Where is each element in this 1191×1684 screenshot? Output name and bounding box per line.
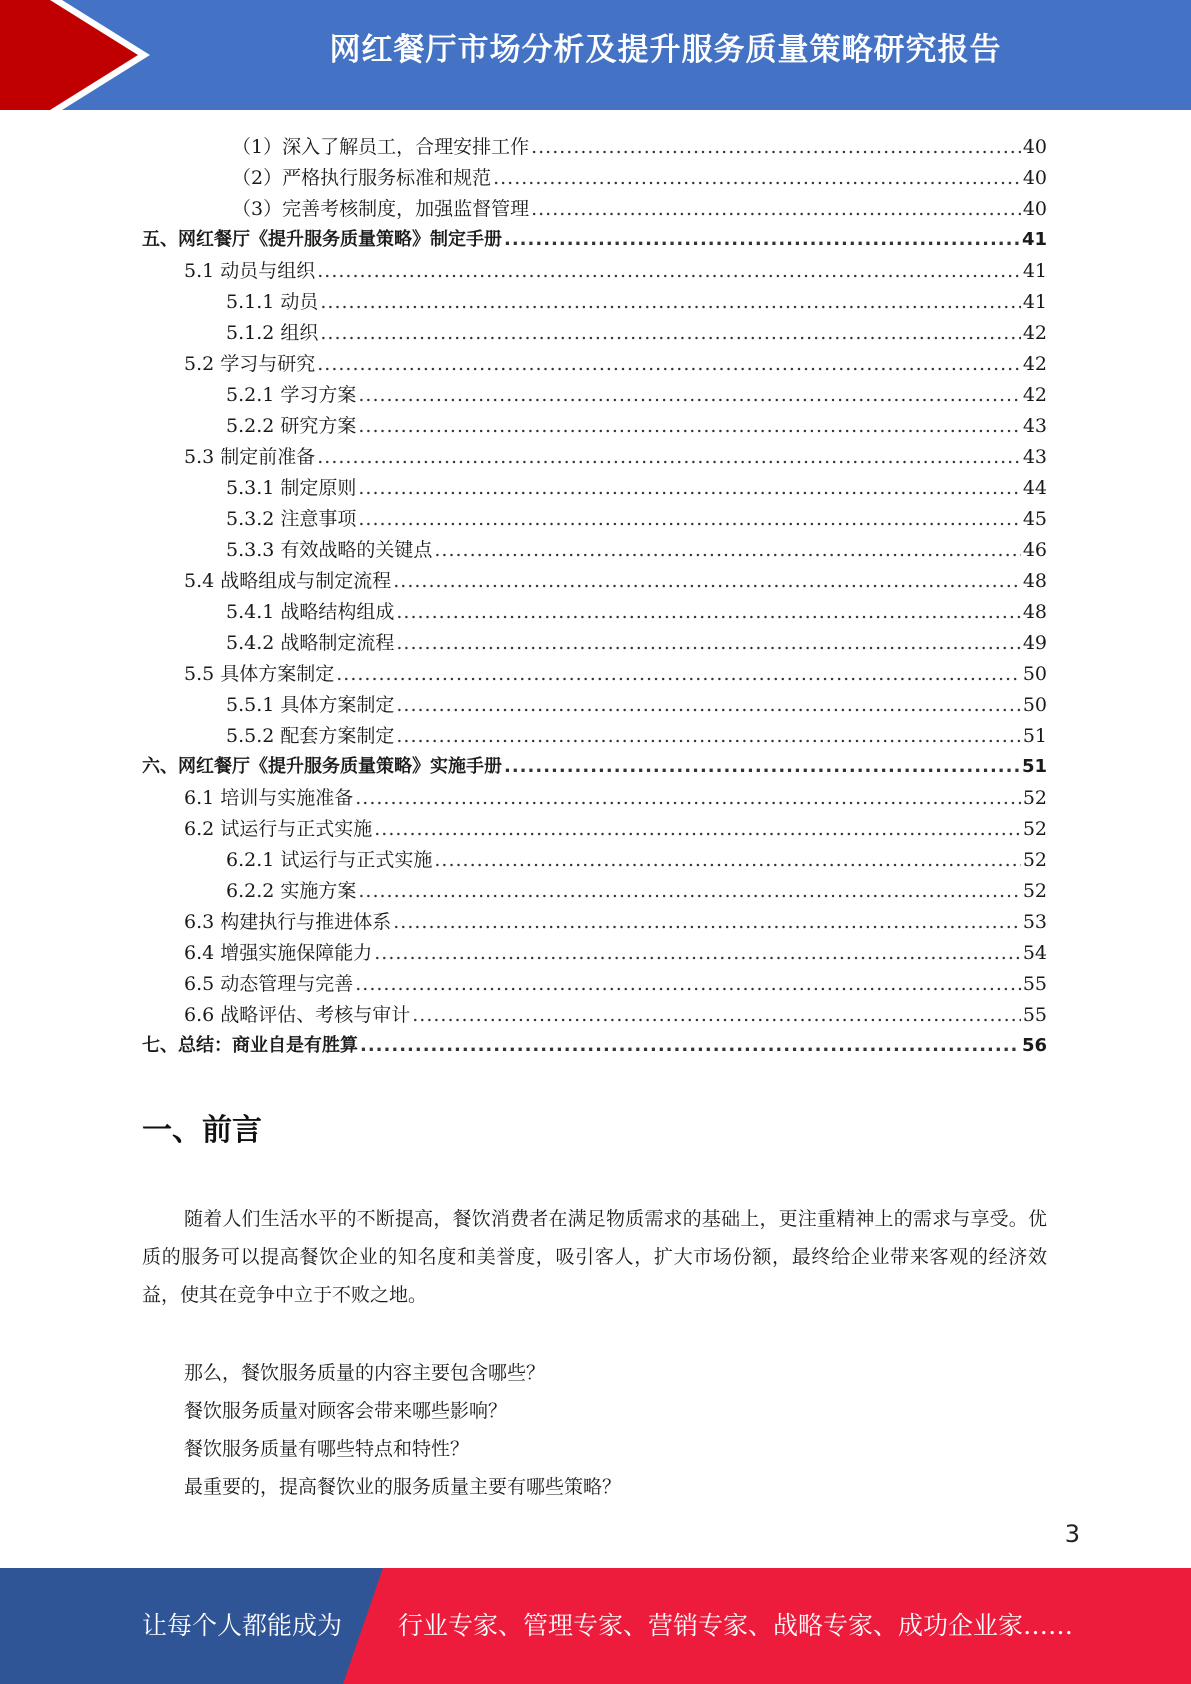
toc-entry-label: 5.5.1 具体方案制定: [226, 694, 395, 716]
section-title: 一、前言: [142, 1113, 262, 1148]
toc-entry-label: 5.4.1 战略结构组成: [226, 601, 395, 623]
toc-dot-leader: [504, 228, 1020, 252]
toc-entry[interactable]: [232, 190, 1047, 221]
toc-dot-leader: [355, 786, 1021, 810]
toc-entry-label: 5.2 学习与研究: [184, 353, 316, 375]
toc-dot-leader: [396, 693, 1020, 717]
toc-entry[interactable]: [226, 314, 1047, 345]
toc-entry[interactable]: [184, 996, 1047, 1027]
toc-entry[interactable]: [184, 562, 1047, 593]
toc-entry[interactable]: [232, 128, 1047, 159]
toc-entry-page: 50: [1022, 694, 1047, 716]
toc-dot-leader: [434, 848, 1020, 872]
toc-entry[interactable]: [226, 469, 1047, 500]
toc-entry-page: 41: [1022, 291, 1047, 313]
toc-dot-leader: [493, 166, 1021, 190]
toc-entry-label: 6.5 动态管理与完善: [184, 973, 354, 995]
toc-dot-leader: [320, 321, 1020, 345]
toc-entry[interactable]: [232, 159, 1047, 190]
toc-dot-leader: [358, 879, 1020, 903]
toc-entry-page: 55: [1022, 1004, 1047, 1026]
toc-dot-leader: [317, 259, 1021, 283]
toc-entry-label: 5.2.2 研究方案: [226, 415, 357, 437]
toc-entry-page: 52: [1022, 818, 1047, 840]
toc-entry[interactable]: [184, 903, 1047, 934]
toc-entry[interactable]: [184, 810, 1047, 841]
toc-dot-leader: [358, 383, 1020, 407]
toc-entry-page: 42: [1022, 353, 1047, 375]
toc-entry-label: 5.4.2 战略制定流程: [226, 632, 395, 654]
toc-entry-page: 48: [1022, 570, 1047, 592]
toc-dot-leader: [434, 538, 1020, 562]
toc-dot-leader: [360, 1034, 1020, 1058]
toc-entry[interactable]: [184, 252, 1047, 283]
toc-entry-page: 51: [1022, 725, 1047, 747]
toc-entry[interactable]: [184, 934, 1047, 965]
toc-entry-label: 5.3 制定前准备: [184, 446, 316, 468]
toc-dot-leader: [531, 197, 1021, 221]
toc-entry-label: 5.3.3 有效战略的关键点: [226, 539, 433, 561]
toc-dot-leader: [531, 135, 1021, 159]
toc-entry-page: 40: [1022, 136, 1047, 158]
toc-entry-page: 52: [1022, 880, 1047, 902]
toc-entry-page: 49: [1022, 632, 1047, 654]
toc-dot-leader: [358, 476, 1020, 500]
toc-entry-page: 51: [1021, 756, 1047, 777]
page-footer: [0, 1568, 1191, 1684]
toc-entry-label: 五、网红餐厅《提升服务质量策略》制定手册: [142, 229, 502, 250]
toc-entry-page: 45: [1022, 508, 1047, 530]
toc-entry-label: 5.1.1 动员: [226, 291, 319, 313]
toc-dot-leader: [393, 910, 1021, 934]
toc-entry[interactable]: [184, 438, 1047, 469]
question-item: 餐饮服务质量有哪些特点和特性？: [184, 1438, 470, 1460]
header-title: 网红餐厅市场分析及提升服务质量策略研究报告: [329, 32, 1002, 68]
toc-entry-label: 6.3 构建执行与推进体系: [184, 911, 392, 933]
toc-entry-page: 44: [1022, 477, 1047, 499]
toc-entry[interactable]: [226, 872, 1047, 903]
toc-entry-label: 5.1 动员与组织: [184, 260, 316, 282]
toc-entry[interactable]: [184, 965, 1047, 996]
footer-slogan-right: 行业专家、管理专家、营销专家、战略专家、成功企业家……: [398, 1611, 1074, 1640]
toc-entry-label: 6.2.1 试运行与正式实施: [226, 849, 433, 871]
toc-dot-leader: [355, 972, 1021, 996]
toc-dot-leader: [358, 507, 1020, 531]
toc-dot-leader: [412, 1003, 1021, 1027]
toc-entry-label: 七、总结：商业自是有胜算: [142, 1035, 358, 1056]
toc-entry[interactable]: [226, 686, 1047, 717]
toc-entry-label: 5.5.2 配套方案制定: [226, 725, 395, 747]
header-arrow-icon: [0, 0, 160, 110]
toc-entry[interactable]: [226, 624, 1047, 655]
toc-entry-label: 5.2.1 学习方案: [226, 384, 357, 406]
toc-entry-label: 6.1 培训与实施准备: [184, 787, 354, 809]
toc-entry-label: 5.5 具体方案制定: [184, 663, 335, 685]
toc-entry-page: 52: [1022, 787, 1047, 809]
page-number: 3: [1064, 1520, 1080, 1548]
toc-entry-label: 6.2.2 实施方案: [226, 880, 357, 902]
toc-entry-label: 5.3.2 注意事项: [226, 508, 357, 530]
question-item: 最重要的，提高餐饮业的服务质量主要有哪些策略？: [184, 1476, 622, 1498]
toc-dot-leader: [358, 414, 1020, 438]
toc-dot-leader: [374, 817, 1021, 841]
toc-entry[interactable]: [226, 593, 1047, 624]
toc-entry-label: （3）完善考核制度，加强监督管理: [232, 198, 530, 220]
toc-entry-page: 41: [1022, 260, 1047, 282]
toc-entry-label: 6.2 试运行与正式实施: [184, 818, 373, 840]
footer-slogan-left: 让每个人都能成为: [142, 1611, 343, 1640]
toc-entry-page: 56: [1021, 1035, 1047, 1056]
question-item: 那么，餐饮服务质量的内容主要包含哪些？: [184, 1362, 546, 1384]
toc-dot-leader: [317, 445, 1021, 469]
toc-entry-label: 5.1.2 组织: [226, 322, 319, 344]
toc-entry-page: 40: [1022, 167, 1047, 189]
toc-entry[interactable]: [142, 748, 1047, 779]
toc-entry[interactable]: [226, 841, 1047, 872]
toc-entry[interactable]: [226, 500, 1047, 531]
toc-entry-page: 43: [1022, 446, 1047, 468]
toc-entry-page: 55: [1022, 973, 1047, 995]
toc-entry[interactable]: [226, 283, 1047, 314]
toc-entry-page: 50: [1022, 663, 1047, 685]
toc-entry[interactable]: [226, 376, 1047, 407]
toc-entry-page: 42: [1022, 384, 1047, 406]
toc-entry-label: 5.3.1 制定原则: [226, 477, 357, 499]
toc-entry-label: 6.4 增强实施保障能力: [184, 942, 373, 964]
toc-dot-leader: [374, 941, 1021, 965]
toc-entry-label: 六、网红餐厅《提升服务质量策略》实施手册: [142, 756, 502, 777]
question-list: [184, 1354, 621, 1506]
toc-entry[interactable]: [184, 779, 1047, 810]
toc-entry-label: 5.4 战略组成与制定流程: [184, 570, 392, 592]
toc-entry-page: 41: [1021, 229, 1047, 250]
toc-entry-page: 42: [1022, 322, 1047, 344]
toc-dot-leader: [504, 755, 1020, 779]
toc-dot-leader: [393, 569, 1021, 593]
toc-entry-label: （1）深入了解员工，合理安排工作: [232, 136, 530, 158]
toc-dot-leader: [396, 600, 1020, 624]
toc-entry-page: 52: [1022, 849, 1047, 871]
toc-entry-page: 40: [1022, 198, 1047, 220]
toc-dot-leader: [396, 631, 1020, 655]
toc-entry[interactable]: [226, 407, 1047, 438]
toc-dot-leader: [336, 662, 1021, 686]
toc-entry[interactable]: [226, 717, 1047, 748]
toc-entry-page: 46: [1022, 539, 1047, 561]
question-item: 餐饮服务质量对顾客会带来哪些影响？: [184, 1400, 508, 1422]
toc-entry-page: 54: [1022, 942, 1047, 964]
page-header: [0, 0, 1191, 110]
toc-entry-label: 6.6 战略评估、考核与审计: [184, 1004, 411, 1026]
toc-dot-leader: [320, 290, 1020, 314]
toc-entry-page: 43: [1022, 415, 1047, 437]
toc-entry[interactable]: [184, 345, 1047, 376]
toc-entry-page: 53: [1022, 911, 1047, 933]
toc-entry-label: （2）严格执行服务标准和规范: [232, 167, 492, 189]
toc-entry-page: 48: [1022, 601, 1047, 623]
toc-entry[interactable]: [142, 221, 1047, 252]
toc-entry[interactable]: [226, 531, 1047, 562]
intro-paragraph: 随着人们生活水平的不断提高，餐饮消费者在满足物质需求的基础上，更注重精神上的需求与享受。优质的服务可以提高餐饮企业的知名度和美誉度，吸引客人，扩大市场份额，最终给企业带来客观的经济效益，使其在竞争中立于不败之地。: [142, 1208, 1047, 1306]
toc-entry[interactable]: [184, 655, 1047, 686]
toc-dot-leader: [317, 352, 1021, 376]
toc-entry[interactable]: [142, 1027, 1047, 1058]
toc-dot-leader: [396, 724, 1020, 748]
